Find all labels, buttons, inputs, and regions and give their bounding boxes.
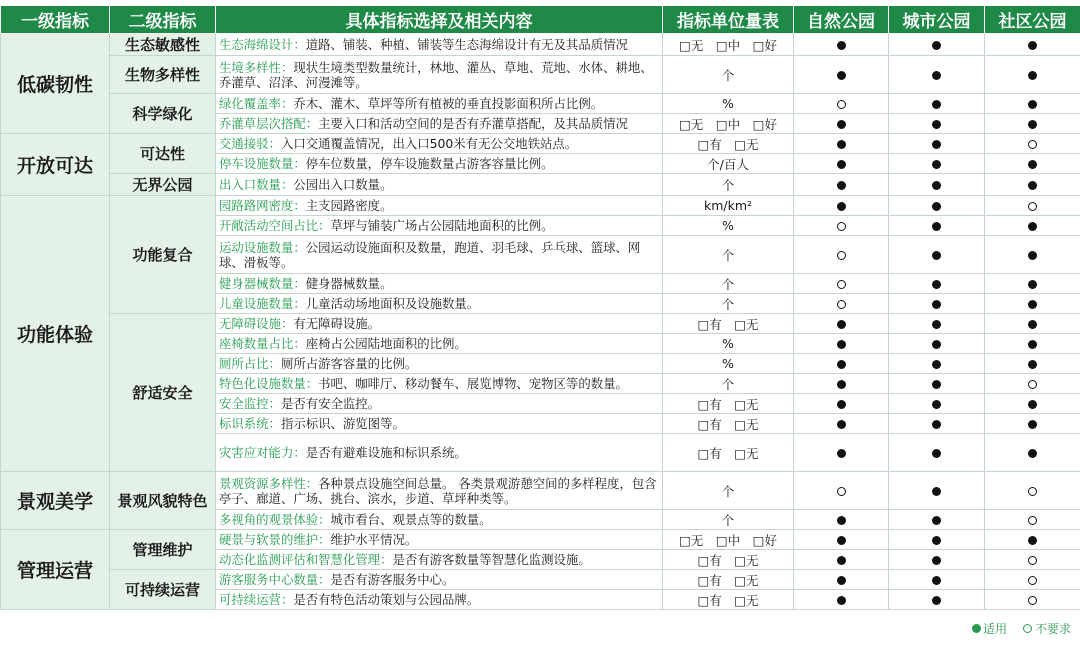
not-required-ring-icon (837, 487, 846, 496)
header-city-park: 城市公园 (889, 6, 985, 34)
table-row (1, 94, 1080, 114)
natural-park-cell (794, 236, 889, 274)
legend-not-required: 不要求 (1034, 622, 1071, 636)
city-park-cell (889, 94, 985, 114)
indicator-unit: 个 (663, 56, 794, 94)
indicator-unit: □无 □中 □好 (663, 114, 794, 134)
header-content: 具体指标选择及相关内容 (216, 6, 663, 34)
indicator-name: 出入口数量： (219, 177, 294, 192)
applicable-dot-icon (1028, 120, 1037, 129)
indicator-text: 是否有游客数量等智慧化监测设施。 (392, 552, 591, 567)
level2-cell: 无界公园 (110, 174, 216, 196)
indicator-name: 儿童设施数量： (219, 296, 306, 311)
city-park-cell (889, 154, 985, 174)
city-park-cell (889, 314, 985, 334)
applicable-dot-icon (1028, 449, 1037, 458)
applicable-dot-icon (837, 140, 846, 149)
indicator-unit: 个 (663, 510, 794, 530)
indicator-description (216, 354, 663, 374)
applicable-dot-icon (837, 340, 846, 349)
level2-cell: 可持续运营 (110, 570, 216, 610)
city-park-cell (889, 216, 985, 236)
natural-park-cell (794, 114, 889, 134)
indicator-name: 健身器械数量： (219, 276, 306, 291)
indicator-unit: 个 (663, 472, 794, 510)
indicator-name: 硬景与软景的维护： (219, 532, 331, 547)
table-row (1, 314, 1080, 334)
community-park-cell (985, 34, 1080, 56)
community-park-cell (985, 550, 1080, 570)
indicator-unit: 个 (663, 174, 794, 196)
applicable-dot-icon (837, 120, 846, 129)
legend-applicable: 适用 (982, 622, 1007, 636)
city-park-cell (889, 550, 985, 570)
header-unit: 指标单位量表 (663, 6, 794, 34)
natural-park-cell (794, 334, 889, 354)
not-required-ring-icon (1028, 576, 1037, 585)
indicator-text: 厕所占游客容量的比例。 (280, 356, 418, 371)
indicator-unit: 个 (663, 374, 794, 394)
applicable-dot-icon (837, 420, 846, 429)
applicable-dot-icon (932, 100, 941, 109)
community-park-cell (985, 174, 1080, 196)
indicator-description (216, 414, 663, 434)
applicable-dot-icon (932, 251, 941, 260)
indicator-name: 开敞活动空间占比： (219, 218, 331, 233)
indicator-description (216, 472, 663, 510)
level2-cell: 科学绿化 (110, 94, 216, 134)
applicable-dot-icon (1028, 360, 1037, 369)
indicator-name: 园路路网密度： (219, 198, 306, 213)
indicator-name: 生态海绵设计： (219, 37, 306, 52)
header-level1: 一级指标 (1, 6, 110, 34)
applicable-dot-icon (932, 536, 941, 545)
city-park-cell (889, 196, 985, 216)
indicator-text: 各种景点设施空间总量。 各类景观游憩空间的多样程度，包含亭子、廊道、广场、挑台、滨水，步道、草坪种类等。 (219, 475, 657, 506)
indicator-unit: 个 (663, 274, 794, 294)
indicator-unit: □有 □无 (663, 550, 794, 570)
applicable-dot-icon (1028, 340, 1037, 349)
city-park-cell (889, 236, 985, 274)
indicator-unit: % (663, 216, 794, 236)
indicator-unit: % (663, 94, 794, 114)
community-park-cell (985, 196, 1080, 216)
not-required-ring-icon (837, 222, 846, 231)
natural-park-cell (794, 472, 889, 510)
community-park-cell (985, 354, 1080, 374)
indicator-text: 是否有特色活动策划与公园品牌。 (293, 592, 480, 607)
community-park-cell (985, 394, 1080, 414)
applicable-dot-icon (837, 596, 846, 605)
indicator-unit: 个 (663, 236, 794, 274)
indicator-text: 是否有避难设施和标识系统。 (305, 445, 467, 460)
applicable-dot-icon (837, 536, 846, 545)
applicable-dot-icon (837, 400, 846, 409)
indicator-name: 游客服务中心数量： (219, 572, 331, 587)
city-park-cell (889, 114, 985, 134)
applicable-dot-icon (1028, 536, 1037, 545)
table-row (1, 530, 1080, 550)
indicator-text: 公园运动设施面积及数量，跑道、羽毛球、乒乓球、篮球、网球、滑板等。 (219, 239, 641, 270)
indicator-unit: 个/百人 (663, 154, 794, 174)
level2-cell: 功能复合 (110, 196, 216, 314)
applicable-dot-icon (932, 556, 941, 565)
community-park-cell (985, 434, 1080, 472)
city-park-cell (889, 354, 985, 374)
applicable-dot-icon (1028, 251, 1037, 260)
applicable-dot-icon (932, 400, 941, 409)
applicable-dot-icon (1028, 400, 1037, 409)
applicable-dot-icon (932, 140, 941, 149)
legend (972, 620, 1071, 637)
applicable-dot-icon (837, 449, 846, 458)
indicator-name: 运动设施数量： (219, 239, 306, 255)
applicable-dot-icon (837, 360, 846, 369)
not-required-ring-icon (837, 251, 846, 260)
applicable-dot-icon (932, 41, 941, 50)
community-park-cell (985, 114, 1080, 134)
indicator-unit: □有 □无 (663, 134, 794, 154)
level1-cell: 开放可达 (1, 134, 110, 196)
indicator-description (216, 236, 663, 274)
indicator-unit: □无 □中 □好 (663, 530, 794, 550)
community-park-cell (985, 236, 1080, 274)
applicable-dot-icon (932, 222, 941, 231)
applicable-dot-icon (932, 340, 941, 349)
level2-cell: 生物多样性 (110, 56, 216, 94)
applicable-dot-icon (1028, 100, 1037, 109)
indicator-text: 乔木、灌木、草坪等所有植被的垂直投影面积所占比例。 (293, 96, 604, 111)
not-required-ring-icon (1028, 516, 1037, 525)
natural-park-cell (794, 414, 889, 434)
community-park-cell (985, 530, 1080, 550)
indicator-unit: km/km² (663, 196, 794, 216)
indicator-name: 多视角的观景体验： (219, 512, 331, 527)
indicator-text: 现状生境类型数量统计，林地、灌丛、草地、荒地、水体、耕地、乔灌草、沼泽、河漫滩等。 (219, 59, 653, 90)
not-required-ring-icon (837, 280, 846, 289)
indicator-name: 座椅数量占比： (219, 336, 306, 351)
applicable-dot-icon (932, 420, 941, 429)
indicator-description (216, 174, 663, 196)
natural-park-cell (794, 294, 889, 314)
indicator-name: 特色化设施数量： (219, 376, 319, 391)
indicator-text: 城市看台、观景点等的数量。 (330, 512, 492, 527)
level2-cell: 管理维护 (110, 530, 216, 570)
table-row (1, 472, 1080, 510)
applicable-dot-icon (837, 516, 846, 525)
natural-park-cell (794, 94, 889, 114)
community-park-cell (985, 56, 1080, 94)
applicable-dot-icon (1028, 300, 1037, 309)
indicator-description (216, 56, 663, 94)
community-park-cell (985, 314, 1080, 334)
applicable-dot-icon (837, 380, 846, 389)
indicator-name: 动态化监测评估和智慧化管理： (219, 552, 393, 567)
not-required-ring-icon (1023, 624, 1032, 633)
indicator-text: 书吧、咖啡厅、移动餐车、展览博物、宠物区等的数量。 (318, 376, 628, 391)
not-required-ring-icon (1028, 487, 1037, 496)
natural-park-cell (794, 510, 889, 530)
indicator-description (216, 510, 663, 530)
indicator-text: 有无障碍设施。 (293, 316, 381, 331)
natural-park-cell (794, 394, 889, 414)
indicator-name: 停车设施数量： (219, 156, 306, 171)
applicable-dot-icon (932, 71, 941, 80)
indicator-unit: □有 □无 (663, 394, 794, 414)
applicable-dot-icon (1028, 280, 1037, 289)
indicator-unit: □有 □无 (663, 590, 794, 610)
indicator-name: 安全监控： (219, 396, 281, 411)
indicator-description (216, 550, 663, 570)
applicable-dot-icon (932, 300, 941, 309)
indicator-description (216, 530, 663, 550)
indicator-description (216, 216, 663, 236)
table-body (1, 34, 1080, 610)
natural-park-cell (794, 314, 889, 334)
indicator-description (216, 154, 663, 174)
applicable-dot-icon (1028, 320, 1037, 329)
city-park-cell (889, 134, 985, 154)
table-row (1, 570, 1080, 590)
community-park-cell (985, 374, 1080, 394)
community-park-cell (985, 134, 1080, 154)
natural-park-cell (794, 274, 889, 294)
indicator-description (216, 570, 663, 590)
city-park-cell (889, 294, 985, 314)
applicable-dot-icon (932, 360, 941, 369)
table-row (1, 34, 1080, 56)
indicator-name: 可持续运营： (219, 592, 294, 607)
indicator-unit: 个 (663, 294, 794, 314)
applicable-dot-icon (932, 576, 941, 585)
applicable-dot-icon (837, 41, 846, 50)
indicator-unit: □有 □无 (663, 414, 794, 434)
applicable-dot-icon (932, 320, 941, 329)
table-row (1, 196, 1080, 216)
applicable-dot-icon (837, 576, 846, 585)
indicator-description (216, 374, 663, 394)
indicator-name: 交通接驳： (219, 136, 281, 151)
level1-cell: 低碳韧性 (1, 34, 110, 134)
applicable-dot-icon (837, 181, 846, 190)
applicable-dot-icon (837, 320, 846, 329)
applicable-dot-icon (932, 280, 941, 289)
table-row (1, 134, 1080, 154)
natural-park-cell (794, 354, 889, 374)
community-park-cell (985, 94, 1080, 114)
natural-park-cell (794, 216, 889, 236)
level1-cell: 景观美学 (1, 472, 110, 530)
city-park-cell (889, 34, 985, 56)
indicator-name: 厕所占比： (219, 356, 281, 371)
indicator-description (216, 334, 663, 354)
indicator-name: 标识系统： (219, 416, 281, 431)
applicable-dot-icon (932, 596, 941, 605)
indicator-description (216, 274, 663, 294)
table-row (1, 174, 1080, 196)
city-park-cell (889, 472, 985, 510)
community-park-cell (985, 216, 1080, 236)
natural-park-cell (794, 56, 889, 94)
natural-park-cell (794, 570, 889, 590)
applicable-dot-icon (932, 516, 941, 525)
indicator-text: 儿童活动场地面积及设施数量。 (305, 296, 480, 311)
indicator-description (216, 314, 663, 334)
natural-park-cell (794, 134, 889, 154)
not-required-ring-icon (1028, 380, 1037, 389)
community-park-cell (985, 414, 1080, 434)
indicator-unit: □有 □无 (663, 570, 794, 590)
header-natural-park: 自然公园 (794, 6, 889, 34)
indicator-description (216, 196, 663, 216)
level1-cell: 管理运营 (1, 530, 110, 610)
city-park-cell (889, 334, 985, 354)
indicator-unit: □无 □中 □好 (663, 34, 794, 56)
natural-park-cell (794, 374, 889, 394)
level2-cell: 可达性 (110, 134, 216, 174)
indicator-text: 主支园路密度。 (305, 198, 393, 213)
indicator-text: 入口交通覆盖情况，出入口500米有无公交地铁站点。 (280, 136, 578, 151)
indicator-name: 景观资源多样性： (219, 475, 319, 491)
applicable-dot-icon (1028, 181, 1037, 190)
not-required-ring-icon (1028, 596, 1037, 605)
indicator-name: 乔灌草层次搭配： (219, 116, 319, 131)
natural-park-cell (794, 530, 889, 550)
applicable-dot-icon (1028, 71, 1037, 80)
applicable-dot-icon (932, 487, 941, 496)
applicable-dot-icon (1028, 160, 1037, 169)
header-level2: 二级指标 (110, 6, 216, 34)
indicator-description (216, 94, 663, 114)
level2-cell: 舒适安全 (110, 314, 216, 472)
city-park-cell (889, 530, 985, 550)
indicator-description (216, 294, 663, 314)
applicable-dot-icon (837, 556, 846, 565)
indicator-text: 指示标识、游览图等。 (280, 416, 405, 431)
indicator-text: 是否有安全监控。 (280, 396, 381, 411)
natural-park-cell (794, 196, 889, 216)
applicable-dot-icon (1028, 41, 1037, 50)
indicator-text: 座椅占公园陆地面积的比例。 (305, 336, 467, 351)
indicator-description (216, 590, 663, 610)
city-park-cell (889, 570, 985, 590)
applicable-dot-icon (837, 202, 846, 211)
natural-park-cell (794, 154, 889, 174)
applicable-dot-icon (837, 160, 846, 169)
table-row (1, 56, 1080, 94)
not-required-ring-icon (837, 100, 846, 109)
not-required-ring-icon (1028, 140, 1037, 149)
indicator-description (216, 34, 663, 56)
not-required-ring-icon (837, 300, 846, 309)
applicable-dot-icon (972, 624, 981, 633)
community-park-cell (985, 334, 1080, 354)
indicator-unit: % (663, 334, 794, 354)
indicator-text: 公园出入口数量。 (293, 177, 393, 192)
city-park-cell (889, 174, 985, 196)
city-park-cell (889, 434, 985, 472)
applicable-dot-icon (932, 449, 941, 458)
indicator-text: 维护水平情况。 (330, 532, 418, 547)
indicator-text: 草坪与铺装广场占公园陆地面积的比例。 (330, 218, 554, 233)
applicable-dot-icon (932, 181, 941, 190)
indicator-name: 灾害应对能力： (219, 445, 306, 460)
applicable-dot-icon (932, 120, 941, 129)
community-park-cell (985, 472, 1080, 510)
natural-park-cell (794, 434, 889, 472)
indicator-text: 停车位数量，停车设施数量占游客容量比例。 (305, 156, 554, 171)
applicable-dot-icon (1028, 222, 1037, 231)
indicator-name: 生境多样性： (219, 59, 294, 75)
applicable-dot-icon (932, 380, 941, 389)
natural-park-cell (794, 34, 889, 56)
natural-park-cell (794, 590, 889, 610)
indicator-text: 健身器械数量。 (305, 276, 393, 291)
indicator-unit: □有 □无 (663, 314, 794, 334)
city-park-cell (889, 374, 985, 394)
indicator-name: 无障碍设施： (219, 316, 294, 331)
indicator-unit: □有 □无 (663, 434, 794, 472)
level2-cell: 景观风貌特色 (110, 472, 216, 530)
natural-park-cell (794, 550, 889, 570)
header-row (1, 6, 1080, 34)
indicator-description (216, 394, 663, 414)
applicable-dot-icon (1028, 420, 1037, 429)
city-park-cell (889, 510, 985, 530)
city-park-cell (889, 414, 985, 434)
indicator-name: 绿化覆盖率： (219, 96, 294, 111)
city-park-cell (889, 56, 985, 94)
indicator-text: 主要入口和活动空间的是否有乔灌草搭配，及其品质情况 (318, 116, 628, 131)
indicator-unit: % (663, 354, 794, 374)
indicator-table (0, 5, 1080, 610)
level2-cell: 生态敏感性 (110, 34, 216, 56)
natural-park-cell (794, 174, 889, 196)
indicator-description (216, 134, 663, 154)
applicable-dot-icon (932, 202, 941, 211)
header-community-park: 社区公园 (985, 6, 1080, 34)
applicable-dot-icon (932, 160, 941, 169)
community-park-cell (985, 510, 1080, 530)
level1-cell: 功能体验 (1, 196, 110, 472)
community-park-cell (985, 154, 1080, 174)
indicator-text: 是否有游客服务中心。 (330, 572, 455, 587)
city-park-cell (889, 590, 985, 610)
not-required-ring-icon (1028, 202, 1037, 211)
community-park-cell (985, 274, 1080, 294)
community-park-cell (985, 590, 1080, 610)
not-required-ring-icon (1028, 556, 1037, 565)
city-park-cell (889, 274, 985, 294)
city-park-cell (889, 394, 985, 414)
applicable-dot-icon (837, 71, 846, 80)
indicator-description (216, 434, 663, 472)
community-park-cell (985, 570, 1080, 590)
community-park-cell (985, 294, 1080, 314)
indicator-text: 道路、铺装、种植、铺装等生态海绵设计有无及其品质情况 (305, 37, 628, 52)
indicator-description (216, 114, 663, 134)
